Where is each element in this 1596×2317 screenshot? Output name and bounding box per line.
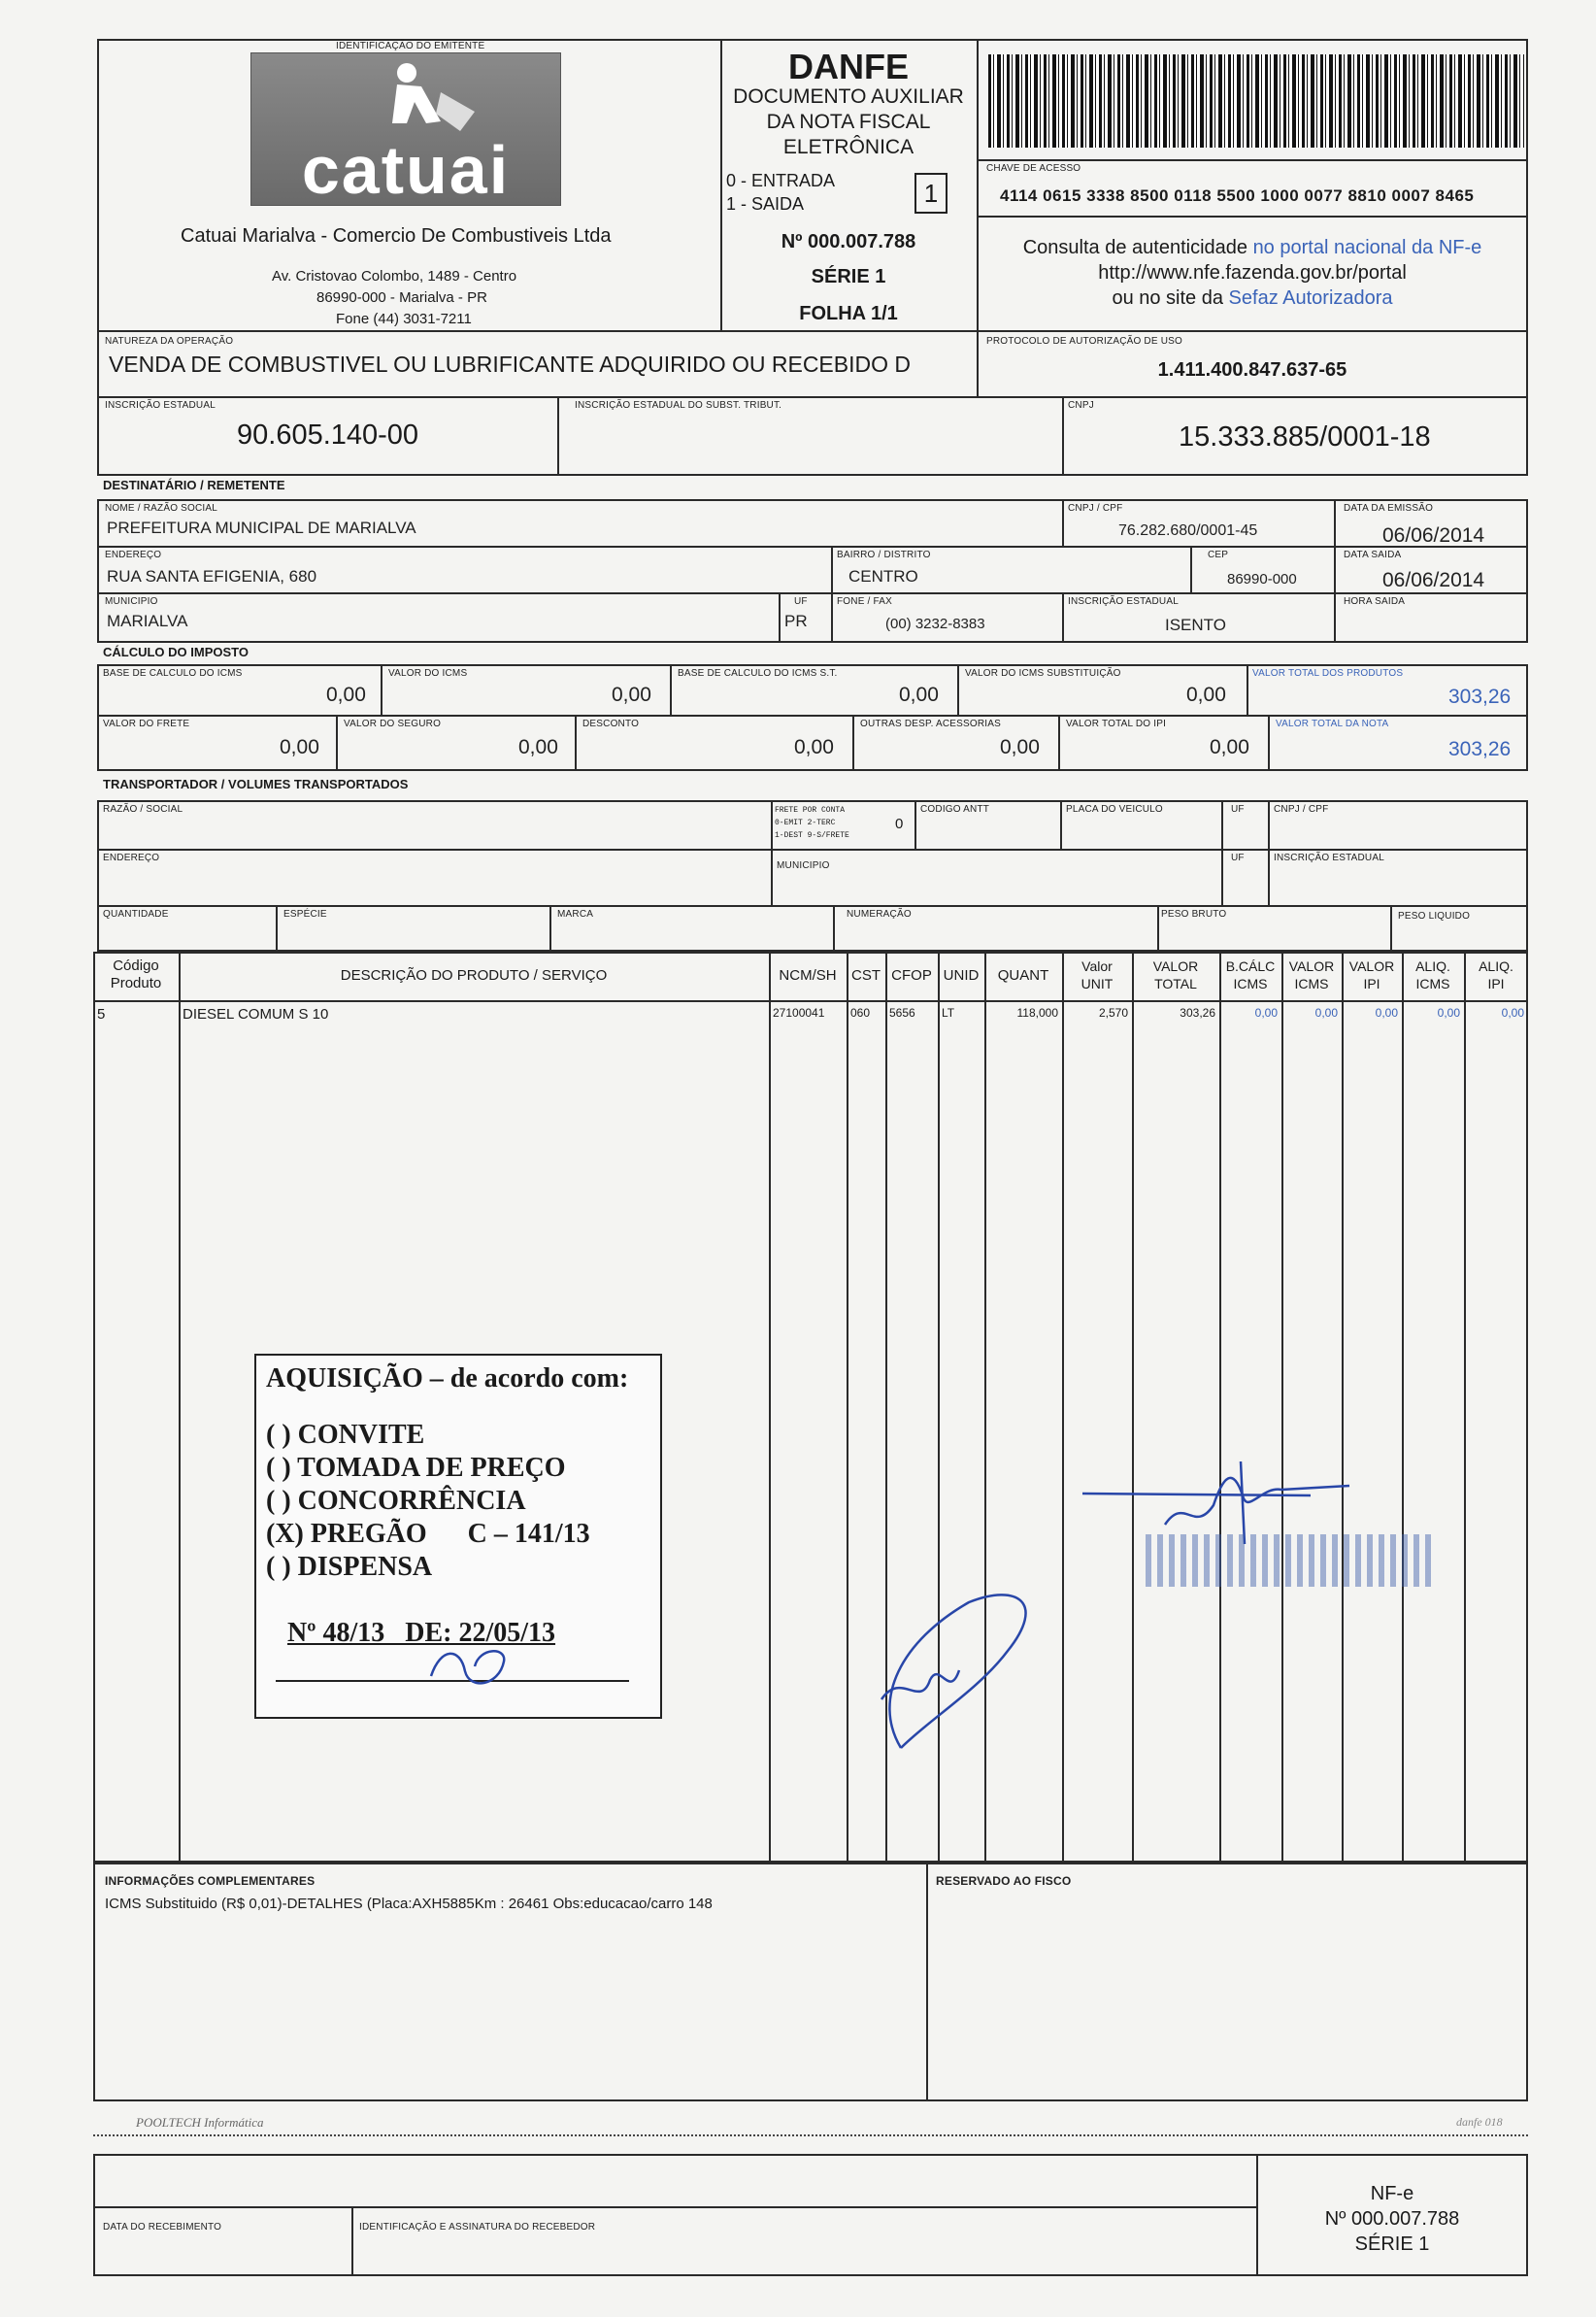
saida-label: 1 - SAIDA	[726, 194, 805, 214]
quantidade-label: QUANTIDADE	[103, 909, 169, 920]
antt-label: CODIGO ANTT	[920, 804, 990, 815]
table-cell: 5656	[889, 1006, 915, 1020]
danfe-serie: SÉRIE 1	[811, 266, 886, 287]
icms-st-value: 0,00	[1186, 684, 1226, 706]
dest-uf-label: UF	[794, 596, 808, 607]
protocolo-label: PROTOCOLO DE AUTORIZAÇÃO DE USO	[986, 336, 1182, 347]
consulta-line-1a: Consulta de autenticidade	[1022, 237, 1247, 258]
dest-hora-label: HORA SAIDA	[1344, 596, 1406, 607]
dest-fone: (00) 3232-8383	[885, 616, 985, 632]
transp-ie-label: INSCRIÇÃO ESTADUAL	[1274, 853, 1384, 863]
table-header-cell: ALIQ. IPI	[1479, 958, 1513, 991]
emitente-name: Catuai Marialva - Comercio De Combustiveis Ltda	[181, 225, 612, 247]
transp-cnpj-label: CNPJ / CPF	[1274, 804, 1329, 815]
entrada-label: 0 - ENTRADA	[726, 171, 836, 190]
bc-st-label: BASE DE CALCULO DO ICMS S.T.	[678, 668, 838, 679]
ie-st-label: INSCRIÇÃO ESTADUAL DO SUBST. TRIBUT.	[575, 400, 782, 411]
natureza-label: NATUREZA DA OPERAÇÃO	[105, 336, 234, 347]
table-header-cell: NCM/SH	[779, 967, 837, 984]
table-cell: LT	[942, 1006, 955, 1020]
canhoto-nfe: NF-e	[1370, 2183, 1414, 2204]
transportador-section: TRANSPORTADOR / VOLUMES TRANSPORTADOS	[103, 777, 409, 791]
dest-emissao-label: DATA DA EMISSÃO	[1344, 503, 1434, 514]
bc-st-value: 0,00	[899, 684, 939, 706]
dest-saida-label: DATA SAIDA	[1344, 550, 1402, 560]
dest-uf: PR	[784, 612, 808, 630]
stamp-title: AQUISIÇÃO – de acordo com:	[266, 1363, 629, 1394]
placa-label: PLACA DO VEICULO	[1066, 804, 1163, 815]
chave-value: 4114 0615 3338 8500 0118 5500 1000 0077 8810 0007 8465	[1000, 186, 1475, 205]
fisco-label: RESERVADO AO FISCO	[936, 1874, 1072, 1888]
consulta-line-3b: Sefaz Autorizadora	[1228, 287, 1393, 309]
stamp-dispensa: ( ) DISPENSA	[266, 1552, 433, 1582]
frete-por-conta-value: 0	[895, 816, 904, 832]
table-cell: 060	[850, 1006, 871, 1020]
dest-ie-label: INSCRIÇÃO ESTADUAL	[1068, 596, 1179, 607]
software-credit: POOLTECH Informática	[136, 2115, 264, 2130]
table-column-divider	[1062, 952, 1064, 1863]
especie-label: ESPÉCIE	[283, 909, 327, 920]
outras-value: 0,00	[1000, 736, 1040, 758]
recebimento-label: DATA DO RECEBIMENTO	[103, 2222, 222, 2233]
stamp-concorrencia: ( ) CONCORRÊNCIA	[266, 1486, 526, 1516]
table-column-divider	[769, 952, 771, 1863]
bc-icms-label: BASE DE CALCULO DO ICMS	[103, 668, 243, 679]
table-header-cell: CST	[851, 967, 881, 984]
natureza-value: VENDA DE COMBUSTIVEL OU LUBRIFICANTE ADQUIRIDO OU RECEBIDO D	[109, 352, 912, 377]
table-header-cell: VALOR TOTAL	[1152, 958, 1199, 991]
consulta-url[interactable]: http://www.nfe.fazenda.gov.br/portal	[1098, 262, 1407, 284]
bc-icms-value: 0,00	[326, 684, 366, 706]
danfe-subtitle-1: DOCUMENTO AUXILIAR	[733, 85, 964, 108]
consulta-line-1	[977, 237, 1528, 259]
ie-value: 90.605.140-00	[237, 420, 419, 451]
stamp-initials-icon	[421, 1637, 518, 1696]
table-cell: 0,00	[1437, 1006, 1460, 1020]
total-nota-label: VALOR TOTAL DA NOTA	[1276, 719, 1389, 729]
transp-municipio-label: MUNICIPIO	[777, 860, 830, 871]
dest-endereco: RUA SANTA EFIGENIA, 680	[107, 567, 317, 586]
protocolo-value: 1.411.400.847.637-65	[1157, 359, 1347, 381]
access-key-barcode	[988, 54, 1524, 148]
danfe-numero: Nº 000.007.788	[781, 231, 916, 252]
destinatario-section: DESTINATÁRIO / REMETENTE	[103, 478, 285, 492]
table-header-cell: B.CÁLC ICMS	[1225, 958, 1276, 991]
table-column-divider	[1219, 952, 1221, 1863]
table-cell: DIESEL COMUM S 10	[183, 1006, 329, 1023]
cnpj-value: 15.333.885/0001-18	[1179, 421, 1431, 453]
table-header-cell: VALOR ICMS	[1288, 958, 1335, 991]
desconto-value: 0,00	[794, 736, 834, 758]
decreto-stamp-faint	[1146, 1534, 1437, 1587]
dest-bairro: CENTRO	[848, 567, 918, 586]
company-logo	[250, 52, 561, 206]
total-produtos-value: 303,26	[1448, 686, 1512, 708]
consulta-line-3a: ou no site da	[1112, 287, 1223, 309]
cnpj-label: CNPJ	[1068, 400, 1094, 411]
peso-bruto-label: PESO BRUTO	[1161, 909, 1227, 920]
info-label: INFORMAÇÕES COMPLEMENTARES	[105, 1874, 316, 1888]
ipi-value: 0,00	[1210, 736, 1249, 758]
worker-logo-icon	[251, 53, 561, 141]
dest-emissao: 06/06/2014	[1382, 524, 1485, 547]
chave-label: CHAVE DE ACESSO	[986, 163, 1081, 174]
table-cell: 2,570	[1098, 1006, 1128, 1020]
ipi-label: VALOR TOTAL DO IPI	[1066, 719, 1167, 729]
stamp-tomada: ( ) TOMADA DE PREÇO	[266, 1453, 566, 1483]
seguro-label: VALOR DO SEGURO	[344, 719, 442, 729]
table-column-divider	[1464, 952, 1466, 1863]
table-column-divider	[1281, 952, 1283, 1863]
table-header-cell: CFOP	[891, 967, 932, 984]
emitente-address-1: Av. Cristovao Colombo, 1489 - Centro	[272, 268, 517, 285]
info-text: ICMS Substituido (R$ 0,01)-DETALHES (Placa:AXH5885Km : 26461 Obs:educacao/carro 148	[105, 1896, 713, 1912]
table-header-cell: ALIQ. ICMS	[1415, 958, 1450, 991]
numeracao-label: NUMERAÇÃO	[847, 909, 912, 920]
transp-uf2-label: UF	[1231, 853, 1245, 863]
table-cell: 118,000	[1016, 1006, 1058, 1020]
tipo-value: 1	[923, 179, 939, 208]
table-cell: 303,26	[1180, 1006, 1215, 1020]
table-cell: 0,00	[1501, 1006, 1524, 1020]
table-cell: 5	[97, 1006, 106, 1023]
canhoto-serie: SÉRIE 1	[1354, 2233, 1430, 2255]
table-header-cell: VALOR IPI	[1348, 958, 1395, 991]
table-column-divider	[1402, 952, 1404, 1863]
recebedor-label: IDENTIFICAÇÃO E ASSINATURA DO RECEBEDOR	[359, 2222, 596, 2233]
frete-label: VALOR DO FRETE	[103, 719, 190, 729]
dest-cep-label: CEP	[1208, 550, 1229, 560]
dest-cnpj-label: CNPJ / CPF	[1068, 503, 1123, 514]
table-cell: 0,00	[1375, 1006, 1398, 1020]
desconto-label: DESCONTO	[582, 719, 640, 729]
table-column-divider	[1342, 952, 1344, 1863]
dest-ie: ISENTO	[1165, 616, 1226, 634]
ie-label: INSCRIÇÃO ESTADUAL	[105, 400, 216, 411]
table-header-cell: QUANT	[997, 967, 1049, 984]
consulta-line-3	[977, 287, 1528, 310]
total-produtos-label: VALOR TOTAL DOS PRODUTOS	[1252, 668, 1404, 679]
emitente-header-label: IDENTIFICAÇÃO DO EMITENTE	[336, 41, 485, 51]
imposto-section: CÁLCULO DO IMPOSTO	[103, 645, 249, 659]
dest-fone-label: FONE / FAX	[837, 596, 893, 607]
frete-por-conta-1: FRETE POR CONTA	[775, 806, 846, 815]
dest-bairro-label: BAIRRO / DISTRITO	[837, 550, 931, 560]
dest-municipio-label: MUNICIPIO	[105, 596, 158, 607]
marca-label: MARCA	[557, 909, 594, 920]
icms-value: 0,00	[612, 684, 651, 706]
table-column-divider	[1132, 952, 1134, 1863]
table-column-divider	[179, 952, 181, 1863]
danfe-subtitle-3: ELETRÔNICA	[782, 136, 914, 158]
table-cell: 0,00	[1254, 1006, 1278, 1020]
frete-por-conta-2: 0-EMIT 2-TERC	[775, 819, 836, 827]
tipo-box	[914, 173, 948, 214]
table-header-cell: Valor UNIT	[1081, 958, 1114, 991]
dest-nome: PREFEITURA MUNICIPAL DE MARIALVA	[107, 519, 416, 537]
dest-endereco-label: ENDEREÇO	[105, 550, 162, 560]
danfe-subtitle-2: DA NOTA FISCAL	[766, 111, 931, 133]
canhoto-numero: Nº 000.007.788	[1324, 2208, 1460, 2230]
acquisition-stamp	[254, 1354, 662, 1719]
danfe-folha: FOLHA 1/1	[799, 303, 898, 324]
outras-label: OUTRAS DESP. ACESSORIAS	[860, 719, 1002, 729]
dest-cnpj: 76.282.680/0001-45	[1118, 522, 1258, 539]
frete-value: 0,00	[280, 736, 319, 758]
peso-liquido-label: PESO LIQUIDO	[1398, 911, 1471, 922]
dest-saida: 06/06/2014	[1382, 569, 1485, 591]
large-signature-icon	[862, 1583, 1056, 1767]
table-cell: 27100041	[773, 1006, 825, 1020]
icms-label: VALOR DO ICMS	[388, 668, 468, 679]
consulta-line-1b: no portal nacional da NF-e	[1252, 237, 1482, 258]
danfe-title: DANFE	[788, 47, 909, 86]
transp-uf-label: UF	[1231, 804, 1245, 815]
table-header-cell: Código Produto	[110, 957, 162, 991]
stamp-footer: Nº 48/13 DE: 22/05/13	[287, 1618, 556, 1648]
frete-por-conta-3: 1-DEST 9-S/FRETE	[775, 831, 849, 840]
stamp-pregao: (X) PREGÃO C – 141/13	[266, 1519, 590, 1549]
transp-razao-label: RAZÃO / SOCIAL	[103, 804, 183, 815]
total-nota-value: 303,26	[1448, 738, 1512, 760]
transp-endereco-label: ENDEREÇO	[103, 853, 160, 863]
table-cell: 0,00	[1314, 1006, 1338, 1020]
emitente-address-2: 86990-000 - Marialva - PR	[316, 289, 487, 306]
danfe-code: danfe 018	[1456, 2115, 1503, 2129]
dest-cep: 86990-000	[1227, 571, 1297, 588]
emitente-phone: Fone (44) 3031-7211	[336, 311, 472, 327]
table-column-divider	[847, 952, 848, 1863]
icms-st-label: VALOR DO ICMS SUBSTITUIÇÃO	[965, 668, 1121, 679]
seguro-value: 0,00	[518, 736, 558, 758]
dest-municipio: MARIALVA	[107, 612, 188, 630]
logo-text: catuai	[301, 132, 511, 206]
table-header-cell: UNID	[943, 967, 980, 984]
stamp-convite: ( ) CONVITE	[266, 1420, 425, 1450]
table-header-cell: DESCRIÇÃO DO PRODUTO / SERVIÇO	[340, 967, 608, 984]
dest-nome-label: NOME / RAZÃO SOCIAL	[105, 503, 218, 514]
